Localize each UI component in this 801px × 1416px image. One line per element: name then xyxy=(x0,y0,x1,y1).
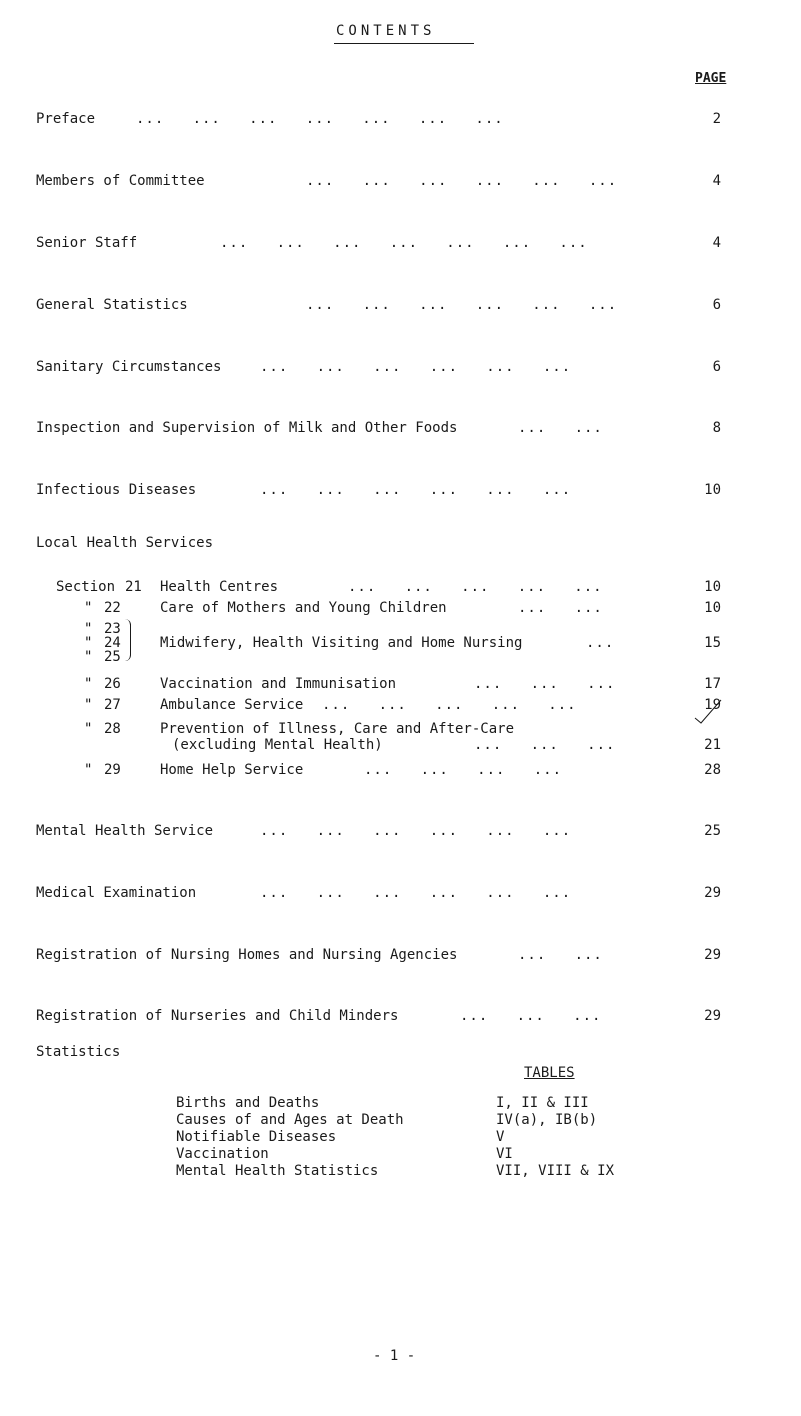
leader-dots: ... ... ... ... ... ... ... xyxy=(220,235,588,251)
stats-label: Mental Health Statistics xyxy=(176,1163,379,1179)
title-underline xyxy=(334,43,474,44)
toc-label-general-statistics: General Statistics xyxy=(36,297,188,313)
toc-page-preface: 2 xyxy=(712,111,721,127)
toc-label-nurseries: Registration of Nurseries and Child Minders xyxy=(36,1008,399,1024)
toc-label-nursing-homes: Registration of Nursing Homes and Nursing Agencies xyxy=(36,947,458,963)
leader-dots: ... ... ... ... ... ... xyxy=(260,823,572,839)
section-label-continued: (excluding Mental Health) xyxy=(172,737,383,753)
page-title: CONTENTS xyxy=(336,23,436,39)
stats-label: Vaccination xyxy=(176,1146,269,1162)
leader-dots: ... ... ... ... ... xyxy=(322,697,577,713)
check-mark-icon xyxy=(693,696,723,724)
section-label: Prevention of Illness, Care and After-Care xyxy=(160,721,515,737)
ditto-mark: " xyxy=(84,721,93,737)
section-page: 28 xyxy=(704,762,721,778)
leader-dots: ... ... ... ... ... ... xyxy=(260,885,572,901)
leader-dots: ... ... ... ... ... xyxy=(348,579,603,595)
section-page: 10 xyxy=(704,579,721,595)
leader-dots: ... ... ... ... xyxy=(364,762,563,778)
section-word: Section xyxy=(56,579,116,595)
toc-label-mental-health: Mental Health Service xyxy=(36,823,214,839)
toc-page-inspection: 8 xyxy=(712,420,721,436)
leader-dots: ... ... xyxy=(518,600,603,616)
section-page: 21 xyxy=(704,737,721,753)
section-label: Midwifery, Health Visiting and Home Nursing xyxy=(160,635,523,651)
section-label: Care of Mothers and Young Children xyxy=(160,600,447,616)
section-page: 10 xyxy=(704,600,721,616)
section-page: 19 xyxy=(704,697,721,713)
leader-dots: ... ... ... ... ... ... xyxy=(306,173,618,189)
section-number: 23 xyxy=(104,621,121,637)
section-page: 17 xyxy=(704,676,721,692)
ditto-mark: " xyxy=(84,697,93,713)
section-heading-local-health: Local Health Services xyxy=(36,535,214,551)
leader-dots: ... ... ... ... ... ... xyxy=(260,482,572,498)
stats-tables: VI xyxy=(496,1146,513,1162)
stats-tables: VII, VIII & IX xyxy=(496,1163,615,1179)
stats-tables: V xyxy=(496,1129,505,1145)
leader-dots: ... ... ... ... ... ... ... xyxy=(136,111,504,127)
section-label: Ambulance Service xyxy=(160,697,304,713)
section-heading-statistics: Statistics xyxy=(36,1044,121,1060)
page-column-header: PAGE xyxy=(695,71,727,86)
brace-23-25 xyxy=(124,619,131,661)
ditto-mark: " xyxy=(84,621,93,637)
toc-page-mental-health: 25 xyxy=(704,823,721,839)
toc-page-members: 4 xyxy=(712,173,721,189)
section-number: 22 xyxy=(104,600,121,616)
leader-dots: ... ... xyxy=(518,420,603,436)
toc-label-medical-exam: Medical Examination xyxy=(36,885,197,901)
section-number: 29 xyxy=(104,762,121,778)
leader-dots: ... xyxy=(586,635,615,651)
section-number: 24 xyxy=(104,635,121,651)
section-number: 28 xyxy=(104,721,121,737)
toc-page-nursing-homes: 29 xyxy=(704,947,721,963)
section-page: 15 xyxy=(704,635,721,651)
section-number: 25 xyxy=(104,649,121,665)
section-number: 21 xyxy=(125,579,142,595)
stats-tables: IV(a), IB(b) xyxy=(496,1112,598,1128)
section-number: 27 xyxy=(104,697,121,713)
toc-page-nurseries: 29 xyxy=(704,1008,721,1024)
toc-page-infectious: 10 xyxy=(704,482,721,498)
toc-page-senior-staff: 4 xyxy=(712,235,721,251)
page-number-footer: - 1 - xyxy=(373,1348,416,1364)
ditto-mark: " xyxy=(84,635,93,651)
ditto-mark: " xyxy=(84,600,93,616)
toc-label-preface: Preface xyxy=(36,111,96,127)
stats-label: Causes of and Ages at Death xyxy=(176,1112,404,1128)
section-label: Home Help Service xyxy=(160,762,304,778)
leader-dots: ... ... ... ... ... ... xyxy=(306,297,618,313)
toc-page-medical-exam: 29 xyxy=(704,885,721,901)
toc-label-sanitary: Sanitary Circumstances xyxy=(36,359,222,375)
stats-label: Notifiable Diseases xyxy=(176,1129,337,1145)
section-label: Health Centres xyxy=(160,579,279,595)
section-label: Vaccination and Immunisation xyxy=(160,676,397,692)
leader-dots: ... ... ... ... ... ... xyxy=(260,359,572,375)
toc-page-general-statistics: 6 xyxy=(712,297,721,313)
leader-dots: ... ... ... xyxy=(474,676,616,692)
ditto-mark: " xyxy=(84,676,93,692)
stats-tables: I, II & III xyxy=(496,1095,589,1111)
toc-label-inspection: Inspection and Supervision of Milk and Other Foods xyxy=(36,420,458,436)
toc-page-sanitary: 6 xyxy=(712,359,721,375)
ditto-mark: " xyxy=(84,762,93,778)
stats-label: Births and Deaths xyxy=(176,1095,320,1111)
toc-label-senior-staff: Senior Staff xyxy=(36,235,138,251)
toc-label-infectious: Infectious Diseases xyxy=(36,482,197,498)
leader-dots: ... ... xyxy=(518,947,603,963)
tables-column-header: TABLES xyxy=(524,1065,575,1081)
leader-dots: ... ... ... xyxy=(474,737,616,753)
ditto-mark: " xyxy=(84,649,93,665)
toc-label-members: Members of Committee xyxy=(36,173,205,189)
leader-dots: ... ... ... xyxy=(460,1008,602,1024)
section-number: 26 xyxy=(104,676,121,692)
